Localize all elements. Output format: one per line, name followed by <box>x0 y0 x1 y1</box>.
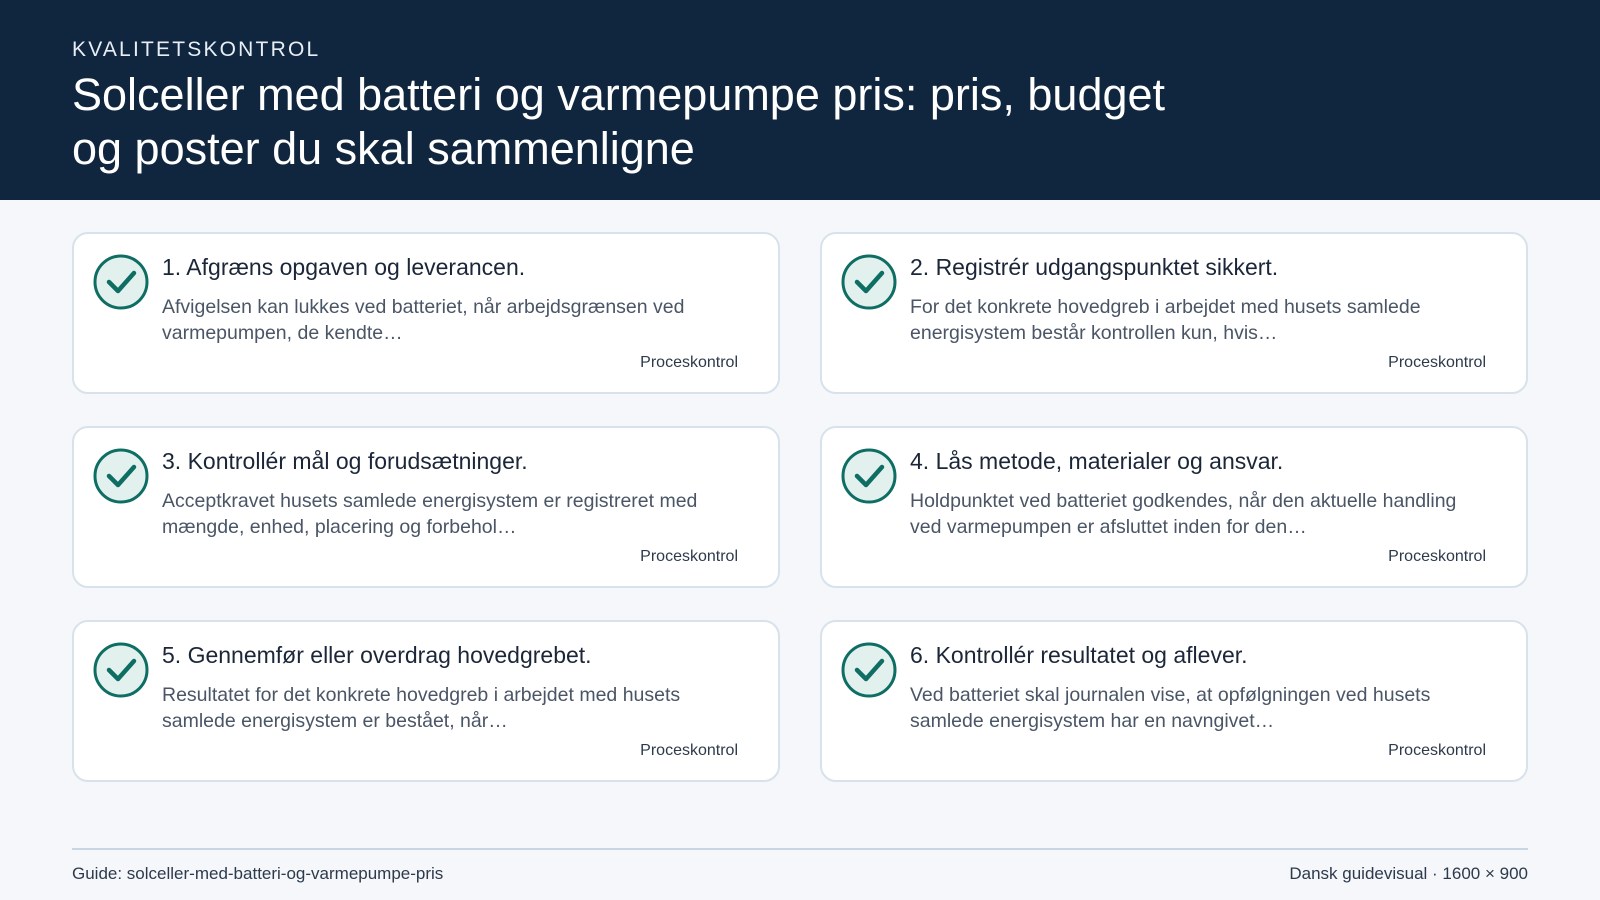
checklist-card-1 <box>72 232 780 394</box>
card-body: Acceptkravet husets samlede energisystem er registreret med mængde, enhed, placering og forbehol… <box>162 490 698 538</box>
footer-guide-label: Guide: solceller-med-batteri-og-varmepumpe-pris <box>72 864 444 883</box>
card-body: Holdpunktet ved batteriet godkendes, når den aktuelle handling ved varmepumpen er afsluttet inden for den… <box>910 490 1457 538</box>
page-title: Solceller med batteri og varmepumpe pris: pris, budget og poster du skal sammenligne <box>72 69 1166 174</box>
check-circle-icon <box>840 447 898 505</box>
footer-meta-label: Dansk guidevisual · 1600 × 900 <box>1289 864 1528 883</box>
card-tag: Proceskontrol <box>640 548 738 565</box>
card-title: 1. Afgræns opgaven og leverancen. <box>162 254 526 280</box>
check-circle-icon <box>92 447 150 505</box>
card-tag: Proceskontrol <box>1388 548 1486 565</box>
card-title: 2. Registrér udgangspunktet sikkert. <box>910 254 1279 280</box>
check-circle-icon <box>92 253 150 311</box>
checklist-card-3 <box>72 426 780 588</box>
check-circle-icon <box>840 253 898 311</box>
checklist-card-5 <box>72 620 780 782</box>
card-title: 5. Gennemfør eller overdrag hovedgrebet. <box>162 642 592 668</box>
card-body: Resultatet for det konkrete hovedgreb i arbejdet med husets samlede energisystem er bestået, når… <box>162 684 681 732</box>
card-tag: Proceskontrol <box>1388 354 1486 371</box>
card-body: For det konkrete hovedgreb i arbejdet med husets samlede energisystem består kontrollen kun, hvis… <box>910 296 1421 344</box>
check-circle-icon <box>92 641 150 699</box>
eyebrow-label: KVALITETSKONTROL <box>72 38 321 61</box>
checklist-card-6 <box>820 620 1528 782</box>
check-circle-icon <box>840 641 898 699</box>
card-tag: Proceskontrol <box>640 354 738 371</box>
checklist-card-2 <box>820 232 1528 394</box>
footer-divider <box>72 848 1528 850</box>
card-title: 3. Kontrollér mål og forudsætninger. <box>162 448 528 474</box>
card-body: Ved batteriet skal journalen vise, at opfølgningen ved husets samlede energisystem har en navngivet… <box>910 684 1431 732</box>
card-body: Afvigelsen kan lukkes ved batteriet, når arbejdsgrænsen ved varmepumpen, de kendte… <box>162 296 685 344</box>
card-tag: Proceskontrol <box>1388 742 1486 759</box>
card-title: 6. Kontrollér resultatet og aflever. <box>910 642 1248 668</box>
card-tag: Proceskontrol <box>640 742 738 759</box>
card-title: 4. Lås metode, materialer og ansvar. <box>910 448 1284 474</box>
checklist-card-4 <box>820 426 1528 588</box>
page-header <box>0 0 1600 200</box>
